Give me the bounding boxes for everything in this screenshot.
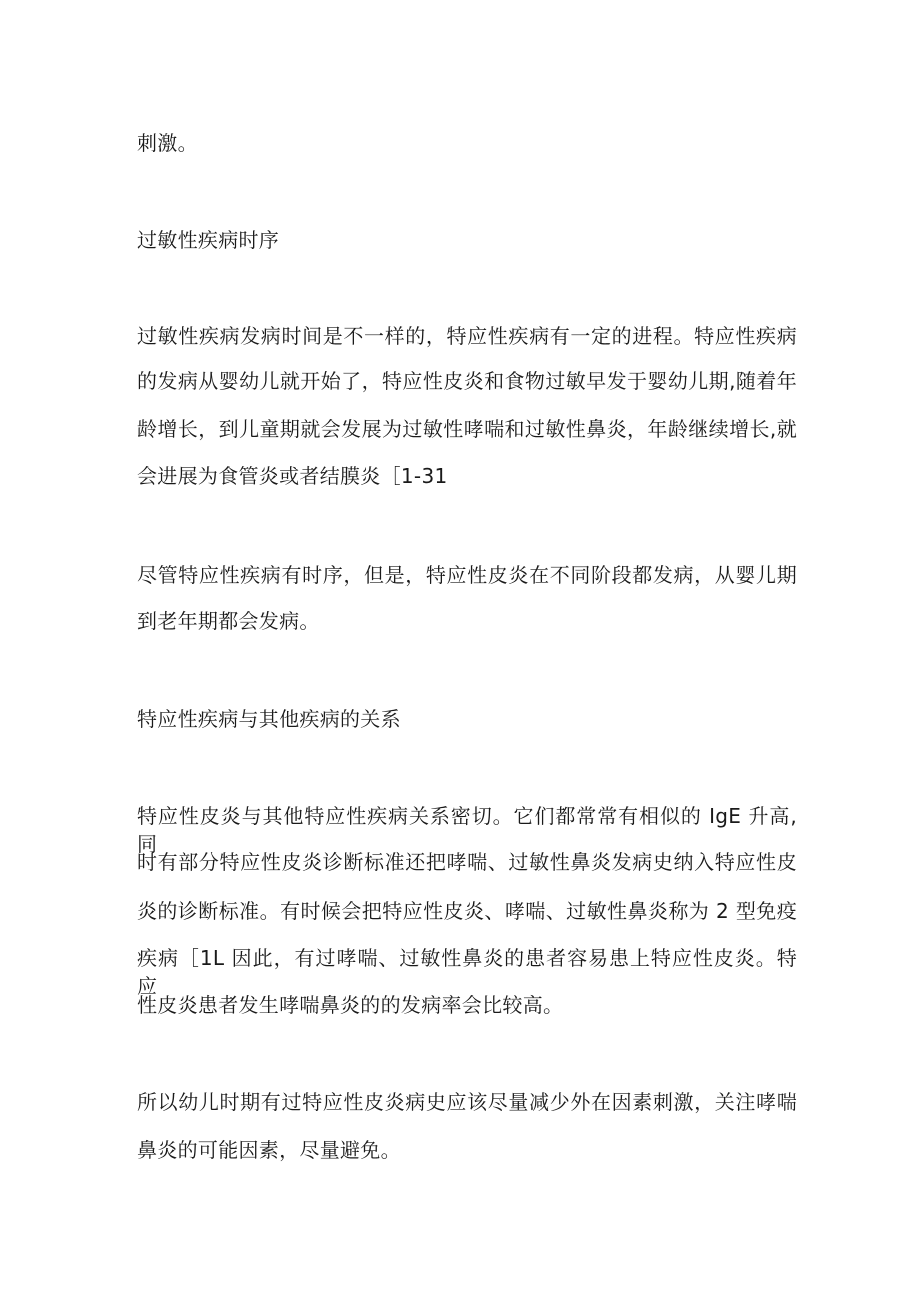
section-heading-allergic-disease-sequence: 过敏性疾病时序	[137, 228, 280, 252]
section-heading-relation-to-other-diseases: 特应性疾病与其他疾病的关系	[137, 707, 401, 731]
paragraph-line: 特应性皮炎与其他特应性疾病关系密切。它们都常常有相似的 IgE 升高,同	[137, 804, 797, 856]
paragraph-line: 到老年期都会发病。	[137, 609, 320, 633]
text-line-continuation: 刺激。	[137, 131, 198, 155]
paragraph-line: 鼻炎的可能因素，尽量避免。	[137, 1138, 401, 1162]
paragraph-line: 的发病从婴幼儿就开始了，特应性皮炎和食物过敏早发于婴幼儿期,随着年	[137, 369, 797, 393]
paragraph-line: 炎的诊断标准。有时候会把特应性皮炎、哮喘、过敏性鼻炎称为 2 型免疫	[137, 899, 797, 923]
paragraph-line: 性皮炎患者发生哮喘鼻炎的的发病率会比较高。	[137, 993, 564, 1017]
paragraph-line: 过敏性疾病发病时间是不一样的，特应性疾病有一定的进程。特应性疾病	[137, 324, 797, 348]
paragraph-line: 尽管特应性疾病有时序，但是，特应性皮炎在不同阶段都发病，从婴儿期	[137, 563, 797, 587]
paragraph-line: 会进展为食管炎或者结膜炎［1-31	[137, 464, 448, 488]
paragraph-line: 所以幼儿时期有过特应性皮炎病史应该尽量减少外在因素刺激，关注哮喘	[137, 1090, 797, 1114]
paragraph-line: 龄增长，到儿童期就会发展为过敏性哮喘和过敏性鼻炎，年龄继续增长,就	[137, 417, 797, 441]
paragraph-line: 疾病［1L 因此，有过哮喘、过敏性鼻炎的患者容易患上特应性皮炎。特应	[137, 946, 797, 998]
paragraph-line: 时有部分特应性皮炎诊断标准还把哮喘、过敏性鼻炎发病史纳入特应性皮	[137, 850, 797, 874]
